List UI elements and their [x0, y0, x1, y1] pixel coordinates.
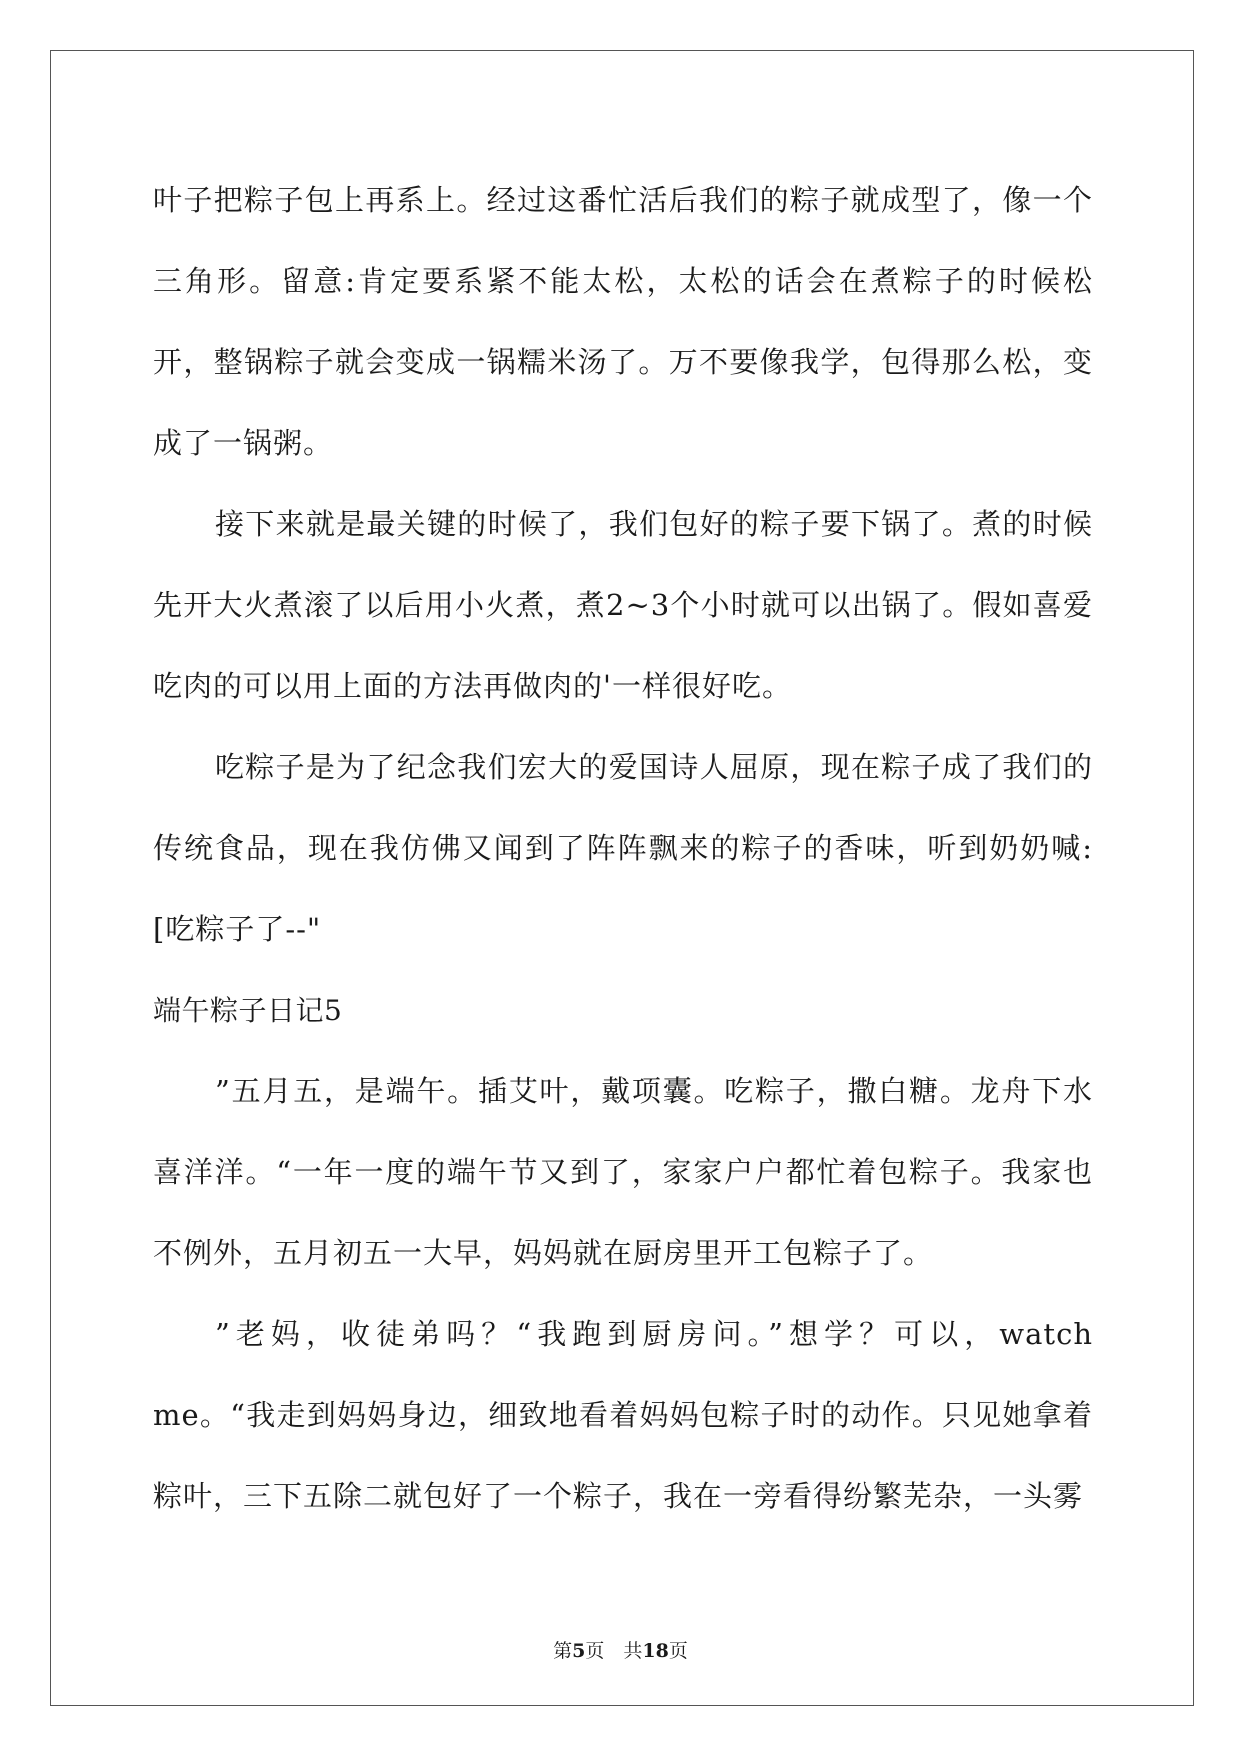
footer-prefix: 第 [553, 1640, 573, 1662]
paragraph: 接下来就是最关键的时候了，我们包好的粽子要下锅了。煮的时候先开大火煮滚了以后用小火煮，煮2~3个小时就可以出锅了。假如喜爱吃肉的可以用上面的方法再做肉的'一样很好吃。 [153, 507, 1093, 703]
paragraph: 吃粽子是为了纪念我们宏大的爱国诗人屈原，现在粽子成了我们的传统食品，现在我仿佛又闻到了阵阵飘来的粽子的香味，听到奶奶喊:[吃粽子了--" [153, 750, 1093, 946]
paragraph: 叶子把粽子包上再系上。经过这番忙活后我们的粽子就成型了，像一个三角形。留意:肯定要系紧不能太松，太松的话会在煮粽子的时候松开，整锅粽子就会变成一锅糯米汤了。万不要像我学，包得那么松，变成了一锅粥。 [153, 183, 1093, 460]
current-page-number: 5 [572, 1640, 586, 1662]
footer-suffix: 页 [668, 1640, 688, 1662]
paragraph: ”老妈，收徒弟吗？“我跑到厨房问。”想学？可以，watch me。“我走到妈妈身边，细致地看着妈妈包粽子时的动作。只见她拿着粽叶，三下五除二就包好了一个粽子，我在一旁看得纷繁芜杂，一头雾 [153, 1317, 1093, 1513]
total-page-number: 18 [642, 1640, 669, 1662]
document-body [153, 160, 1093, 1537]
section-heading: 端午粽子日记5 [153, 994, 343, 1027]
footer-middle: 页 共 [585, 1640, 643, 1662]
page-footer [0, 1636, 1241, 1663]
paragraph: ”五月五，是端午。插艾叶，戴项囊。吃粽子，撒白糖。龙舟下水喜洋洋。“一年一度的端午节又到了，家家户户都忙着包粽子。我家也不例外，五月初五一大早，妈妈就在厨房里开工包粽子了。 [153, 1074, 1093, 1270]
